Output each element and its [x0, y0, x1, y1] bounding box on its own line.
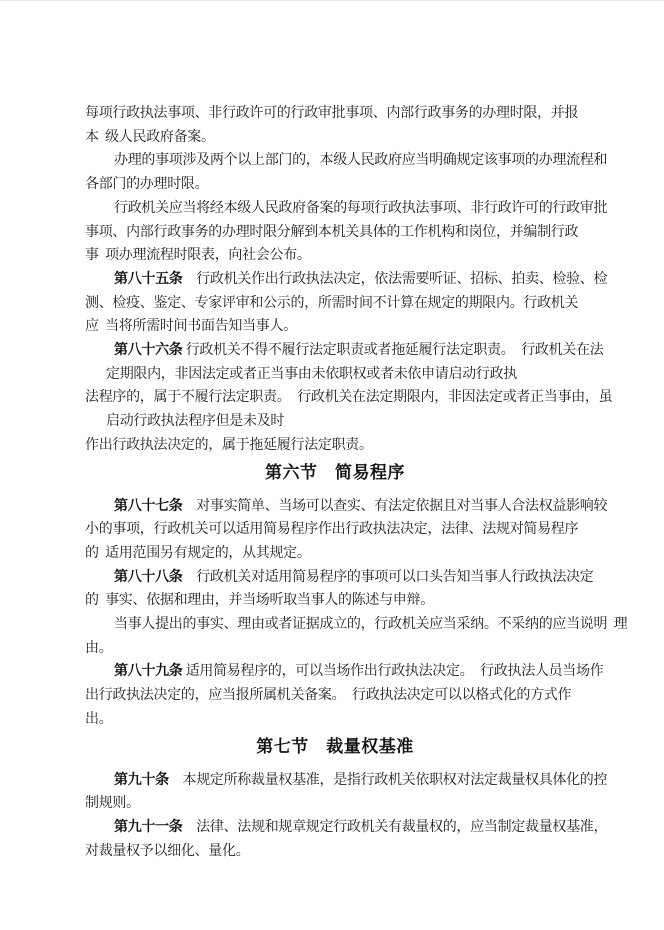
article-number: 第八十八条	[114, 569, 183, 585]
line-text: 的 适用范围另有规定的，从其规定。	[85, 545, 311, 561]
line-text: 法律、法规和规章规定行政机关有裁量权的，应当制定裁量权基准，	[182, 819, 608, 835]
line-text: 行政机关对适用简易程序的事项可以口头告知当事人行政执法决定	[182, 569, 594, 585]
line-text: 当事人提出的事实、理由或者证据成立的，行政机关应当采纳。不采纳的应当说明 理	[114, 617, 628, 633]
article-number: 第八十九条	[114, 664, 183, 680]
line-text: 本规定所称裁量权基准，是指行政机关依职权对法定裁量权具体化的控	[168, 772, 608, 788]
line-text: 行政机关应当将经本级人民政府备案的每项行政执法事项、非行政许可的行政审批	[114, 200, 608, 216]
text-line	[85, 126, 655, 150]
text-line	[85, 708, 655, 732]
text-line	[85, 840, 655, 864]
line-text: 应 当将所需时间书面告知当事人。	[85, 319, 297, 335]
text-line	[85, 221, 655, 245]
text-line	[85, 769, 655, 793]
text-line	[85, 149, 655, 173]
section-heading: 第六节 简易程序	[265, 462, 405, 482]
line-text: 本 级人民政府备案。	[85, 129, 215, 145]
article-number: 第九十一条	[114, 819, 183, 835]
line-text: 作出行政执法决定的，属于拖延履行法定职责。	[85, 437, 373, 453]
article-number: 第八十六条	[114, 343, 183, 359]
text-line	[85, 197, 655, 221]
section-heading: 第七节 裁量权基准	[256, 736, 414, 756]
text-line	[85, 102, 655, 126]
text-line	[85, 244, 655, 268]
text-line	[85, 410, 655, 434]
line-text: 对事实简单、当场可以查实、有法定依据且对当事人合法权益影响较	[182, 498, 608, 514]
line-text: 测、检疫、鉴定、专家评审和公示的，所需时间不计算在规定的期限内。行政机关	[85, 295, 579, 311]
text-line	[85, 566, 655, 590]
article-number: 第九十条	[114, 772, 169, 788]
article-number: 第八十七条	[114, 498, 183, 514]
line-text: 各部门的办理时限。	[85, 177, 209, 193]
text-line	[85, 173, 655, 197]
line-text: 法程序的，属于不履行法定职责。 行政机关在法定期限内，非因法定或者正当事由，虽	[85, 390, 613, 406]
line-text: 出行政执法决定的，应当报所属机关备案。 行政执法决定可以以格式化的方式作	[85, 688, 572, 704]
line-text: 出。	[85, 711, 113, 727]
line-text: 对裁量权予以细化、量化。	[85, 843, 250, 859]
text-line	[85, 339, 655, 363]
text-line	[85, 268, 655, 292]
text-line	[85, 792, 655, 816]
text-line	[85, 613, 655, 637]
line-text: 事 项办理流程时限表，向社会公布。	[85, 248, 311, 264]
document-body	[85, 102, 655, 863]
text-line	[85, 589, 655, 613]
line-text: 小的事项，行政机关可以适用简易程序作出行政执法决定，法律、法规对简易程序	[85, 522, 579, 538]
line-text: 办理的事项涉及两个以上部门的，本级人民政府应当明确规定该事项的办理流程和	[114, 153, 608, 169]
text-line	[85, 434, 655, 458]
line-text: 启动行政执法程序但是未及时	[106, 414, 285, 430]
text-line	[85, 660, 655, 684]
line-text: 行政机关不得不履行法定职责或者拖延履行法定职责。 行政机关在法	[182, 343, 604, 359]
article-number: 第八十五条	[114, 271, 183, 287]
text-line	[85, 816, 655, 840]
text-line	[85, 518, 655, 542]
text-line	[85, 315, 655, 339]
text-line	[85, 542, 655, 566]
line-text: 每项行政执法事项、非行政许可的行政审批事项、内部行政事务的办理时限，并报	[85, 106, 579, 121]
text-line	[85, 292, 655, 316]
line-text: 适用简易程序的，可以当场作出行政执法决定。 行政执法人员当场作	[182, 664, 604, 680]
line-text: 制规则。	[85, 796, 140, 812]
text-line	[85, 495, 655, 519]
text-line	[85, 684, 655, 708]
line-text: 行政机关作出行政执法决定，依法需要听证、招标、拍卖、检验、检	[182, 271, 608, 287]
text-line	[85, 386, 655, 410]
line-text: 的 事实、依据和理由，并当场听取当事人的陈述与申辩。	[85, 593, 434, 609]
text-line	[85, 363, 655, 387]
line-text: 事项、内部行政事务的办理时限分解到本机关具体的工作机构和岗位，并编制行政	[85, 224, 579, 240]
line-text: 由。	[85, 640, 113, 656]
text-line	[85, 637, 655, 661]
line-text: 定期限内，非因法定或者正当事由未依职权或者未依申请启动行政执	[106, 366, 517, 382]
